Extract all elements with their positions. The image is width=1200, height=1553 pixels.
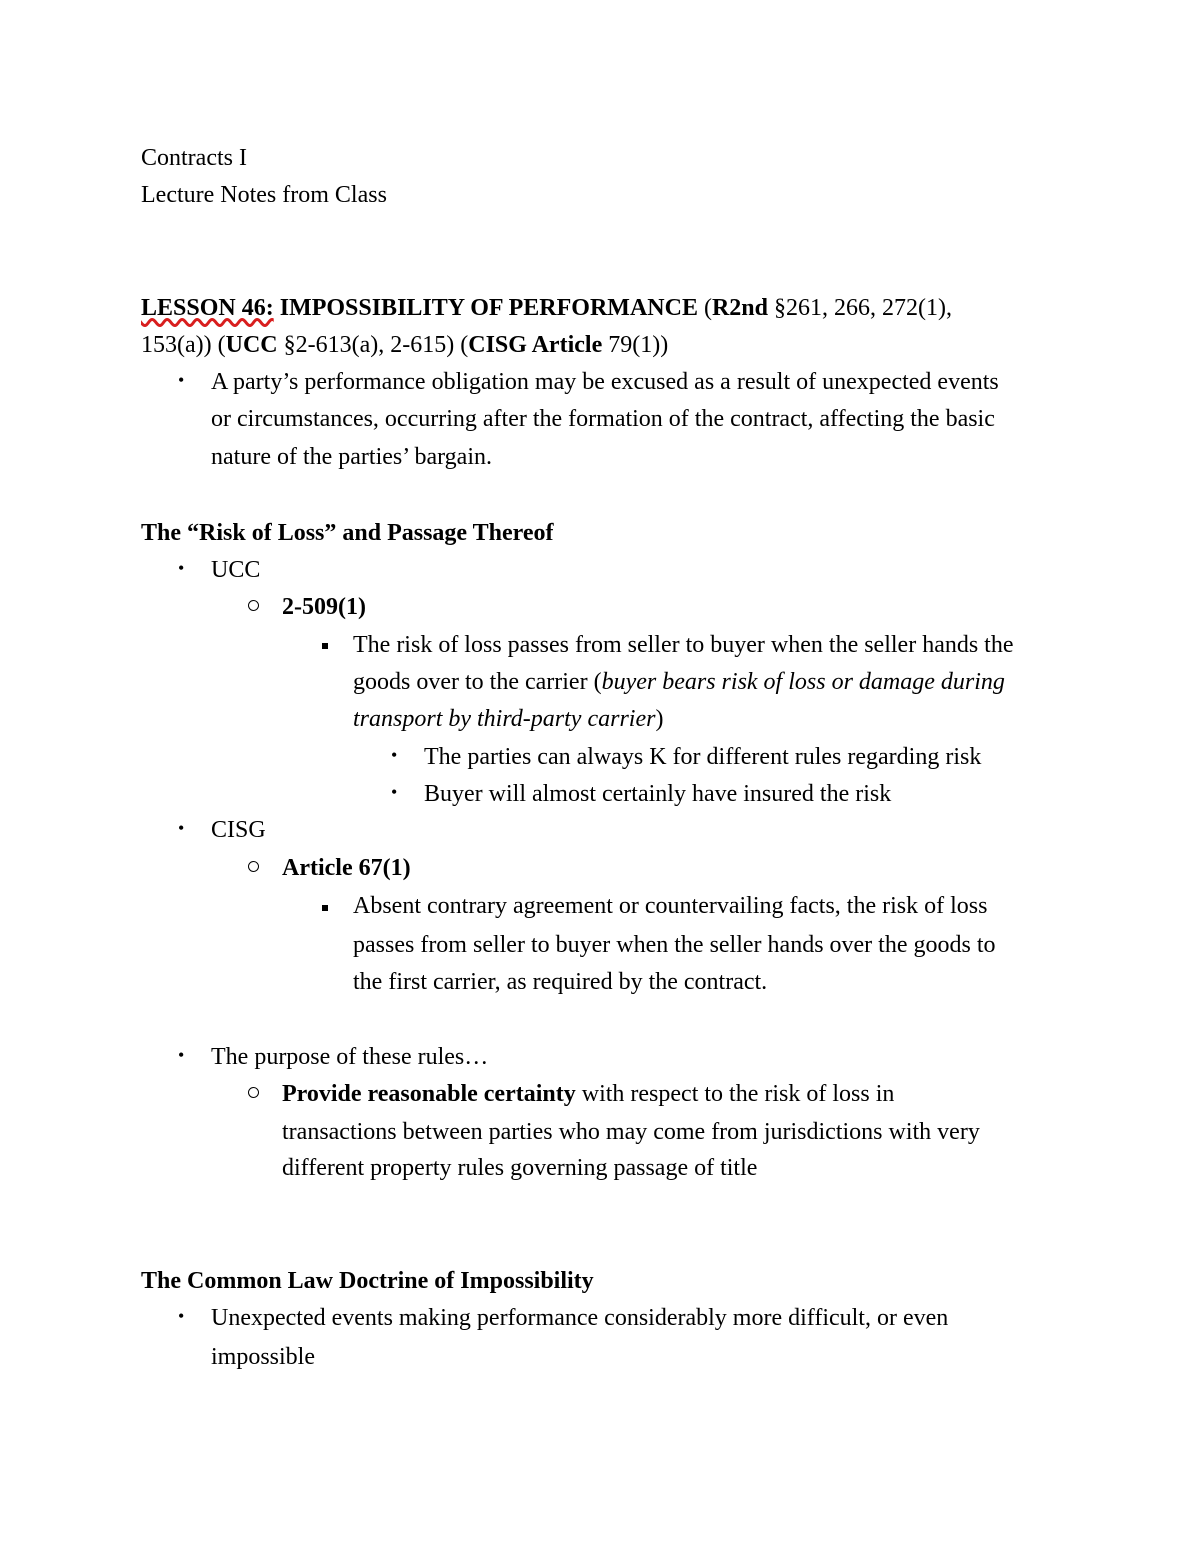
bullet-icon: • bbox=[178, 818, 185, 838]
impossibility-heading: The Common Law Doctrine of Impossibility bbox=[141, 1268, 594, 1294]
lesson-line2-a: 153(a)) ( bbox=[141, 332, 226, 358]
lesson-r2nd-label: R2nd bbox=[711, 295, 768, 321]
square-bullet-icon bbox=[322, 643, 328, 649]
cisg-rule-line1: Absent contrary agreement or countervailing facts, the risk of loss bbox=[353, 893, 988, 919]
ucc-rule-line3-italic: transport by third-party carrier bbox=[353, 706, 656, 732]
ucc-rule-line2-italic: buyer bears risk of loss or damage during bbox=[601, 669, 1005, 695]
bullet-icon: • bbox=[178, 1306, 185, 1326]
course-title: Contracts I bbox=[141, 145, 247, 171]
lesson-heading bbox=[141, 290, 952, 327]
square-bullet-icon bbox=[322, 905, 328, 911]
bullet-icon: • bbox=[178, 1045, 185, 1065]
ucc-rule-line2 bbox=[353, 664, 1005, 701]
lesson-r2nd-refs: §261, 266, 272(1), bbox=[768, 295, 952, 321]
lesson-cisg-refs: 79(1)) bbox=[602, 332, 669, 358]
notes-subtitle: Lecture Notes from Class bbox=[141, 182, 387, 208]
lesson-bullet-line1: A party’s performance obligation may be excused as a result of unexpected events bbox=[211, 369, 999, 395]
ucc-item: UCC bbox=[211, 557, 261, 583]
circle-bullet-icon bbox=[248, 600, 259, 611]
lesson-title: IMPOSSIBILITY OF PERFORMANCE bbox=[279, 295, 698, 321]
bullet-icon: • bbox=[178, 370, 185, 390]
cisg-section-ref: Article 67(1) bbox=[282, 855, 411, 881]
bullet-icon: • bbox=[391, 745, 398, 765]
lesson-heading-line2 bbox=[141, 327, 668, 364]
lesson-ucc-label: UCC bbox=[225, 332, 278, 358]
purpose-line3: different property rules governing passage of title bbox=[282, 1155, 758, 1181]
purpose-line2: transactions between parties who may come from jurisdictions with very bbox=[282, 1119, 980, 1145]
lesson-cisg-label: CISG Article bbox=[468, 332, 603, 358]
ucc-note1: The parties can always K for different rules regarding risk bbox=[424, 744, 982, 770]
ucc-rule-line3 bbox=[353, 701, 663, 738]
lesson-bullet-line3: nature of the parties’ bargain. bbox=[211, 444, 492, 470]
risk-heading: The “Risk of Loss” and Passage Thereof bbox=[141, 520, 554, 546]
ucc-rule-line1: The risk of loss passes from seller to buyer when the seller hands the bbox=[353, 632, 1014, 658]
bullet-icon: • bbox=[178, 558, 185, 578]
circle-bullet-icon bbox=[248, 861, 259, 872]
purpose-bold: Provide reasonable certainty bbox=[282, 1081, 576, 1107]
impossibility-bullet-line1: Unexpected events making performance considerably more difficult, or even bbox=[211, 1305, 949, 1331]
lesson-label: LESSON 46: bbox=[141, 295, 274, 321]
lesson-r2nd-open: ( bbox=[703, 295, 712, 321]
cisg-item: CISG bbox=[211, 817, 266, 843]
impossibility-bullet-line2: impossible bbox=[211, 1344, 316, 1370]
ucc-section-ref: 2-509(1) bbox=[282, 594, 366, 620]
purpose-line1 bbox=[282, 1076, 894, 1113]
ucc-rule-line3-plain: ) bbox=[655, 706, 664, 732]
lesson-bullet-line2: or circumstances, occurring after the formation of the contract, affecting the basic bbox=[211, 406, 995, 432]
circle-bullet-icon bbox=[248, 1087, 259, 1098]
purpose-item: The purpose of these rules… bbox=[211, 1044, 489, 1070]
lesson-ucc-refs: §2-613(a), 2-615) ( bbox=[277, 332, 469, 358]
purpose-line1-rest: with respect to the risk of loss in bbox=[575, 1081, 895, 1107]
cisg-rule-line3: the first carrier, as required by the contract. bbox=[353, 969, 768, 995]
ucc-note2: Buyer will almost certainly have insured the risk bbox=[424, 781, 892, 807]
ucc-rule-line2-plain: goods over to the carrier ( bbox=[353, 669, 602, 695]
cisg-rule-line2: passes from seller to buyer when the seller hands over the goods to bbox=[353, 932, 996, 958]
bullet-icon: • bbox=[391, 782, 398, 802]
